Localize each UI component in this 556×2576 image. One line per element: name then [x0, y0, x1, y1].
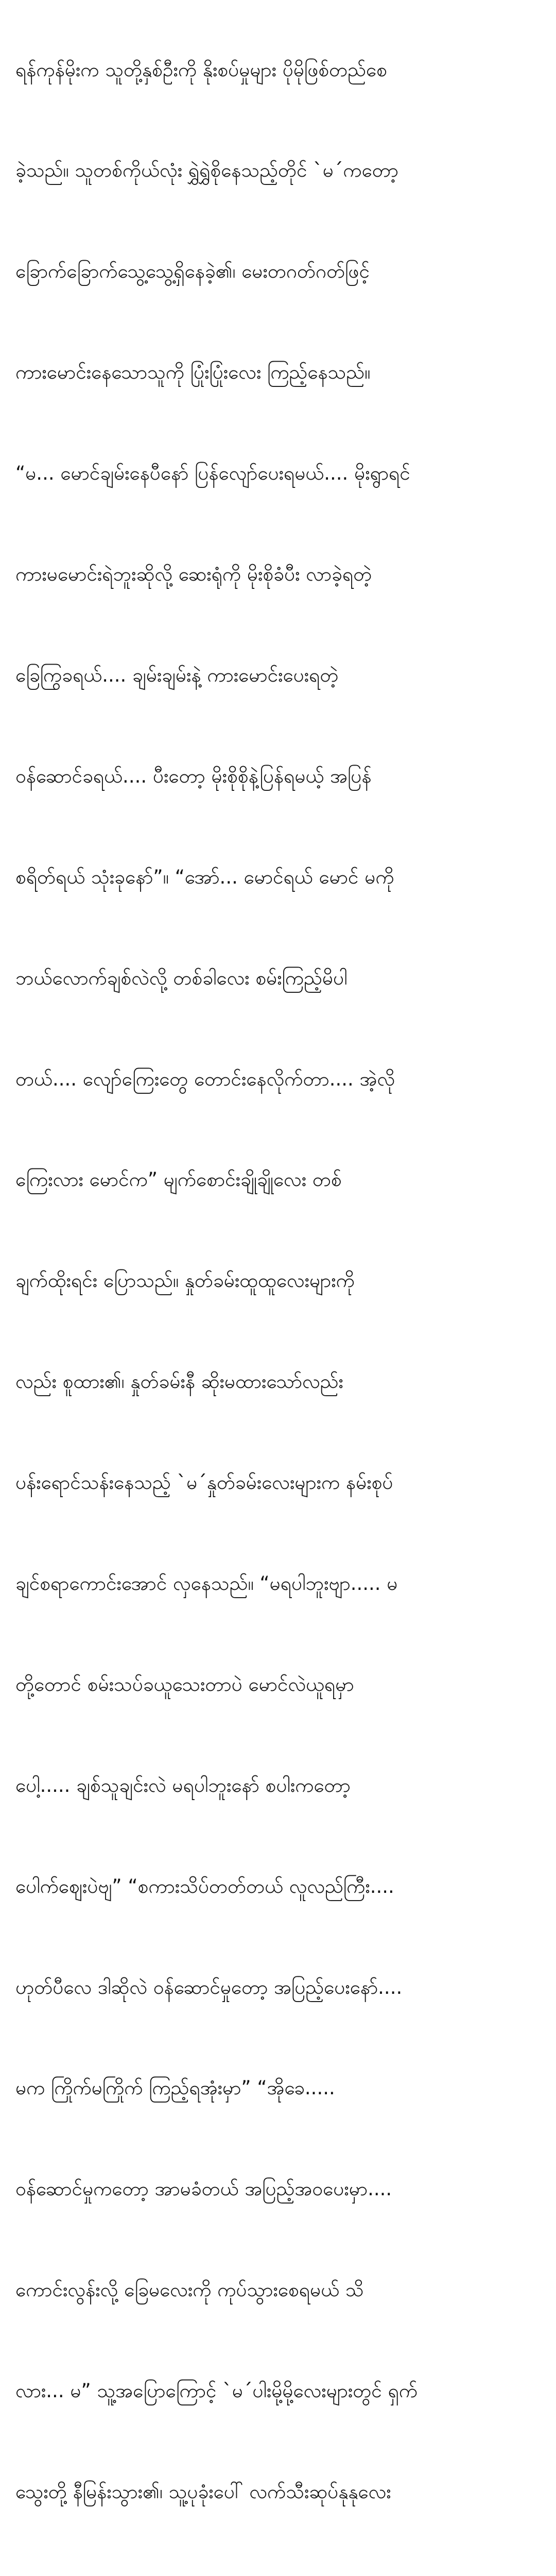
text-line: ကောင်းလွန်းလို့ ခြေမလေးကို ကုပ်သွားစေရမယ် သိ — [15, 2273, 542, 2307]
text-line: ခြောက်ခြောက်သွေ့သွေ့ရှိနေခဲ့၏၊ မေးတဂတ်ဂတ်ဖြင့် — [15, 255, 542, 288]
text-line: ပေါ့..... ချစ်သူချင်းလဲ မရပါဘူးနော် စပါးကတော့ — [15, 1769, 542, 1802]
text-line: “မ... မောင်ချမ်းနေပီနော် ပြန်လျော်ပေးရမယ်.... မိုးရွာရင် — [15, 456, 542, 490]
text-line: ဝန်ဆောင်မှုကတော့ အာမခံတယ် အပြည့်အဝပေးမှာ.... — [15, 2172, 542, 2206]
text-line: ကားမောင်းနေသောသူကို ပြုံးပြုံးလေး ကြည့်နေသည်။ — [15, 355, 542, 389]
text-line: ချက်ထိုးရင်း ပြောသည်။ နှုတ်ခမ်းထူထူလေးများကို — [15, 1264, 542, 1297]
text-line: စရိတ်ရယ် သုံးခုနော်”။ “အော်... မောင်ရယ် မောင် မကို — [15, 860, 542, 894]
text-line: တယ်.... လျော်ကြေးတွေ တောင်းနေလိုက်တာ.... အဲ့လို — [15, 1062, 542, 1096]
text-line: ကားမမောင်းရဲဘူးဆိုလို့ ဆေးရုံကို မိုးစိုခံပီး လာခဲ့ရတဲ့ — [15, 557, 542, 591]
text-line: ဘယ်လောက်ချစ်လဲလို့ တစ်ခါလေး စမ်းကြည့်မိပါ — [15, 961, 542, 995]
text-line: ဝန်ဆောင်ခရယ်.... ပီးတော့ မိုးစိုစိုနဲ့ပြန်ရမယ့် အပြန် — [15, 759, 542, 793]
text-line: လား... မ” သူ့အပြောကြောင့် `မ´ပါးမို့မို့လေးများတွင် ရှက် — [15, 2374, 542, 2408]
text-line: ပန်းရောင်သန်းနေသည့် `မ´နှုတ်ခမ်းလေးများက နမ်းစုပ် — [15, 1466, 542, 1499]
text-line: လည်း စူထား၏၊ နှုတ်ခမ်းနီ ဆိုးမထားသော်လည်း — [15, 1365, 542, 1398]
text-line: မက ကြိုက်မကြိုက် ကြည့်ရအုံးမှာ” “အိုခေ..... — [15, 2071, 542, 2105]
text-line: ပေါက်ဈေးပဲဗျ” “စကားသိပ်တတ်တယ် လူလည်ကြီး.... — [15, 1870, 542, 1903]
text-line: ကြေးလား မောင်က” မျက်စောင်းချိုချိုလေး တစ် — [15, 1163, 542, 1196]
text-line: ဟုတ်ပီလေ ဒါဆိုလဲ ဝန်ဆောင်မှုတော့ အပြည့်ပေးနော်.... — [15, 1971, 542, 2004]
text-line: သွေးတို့ နီမြန်းသွား၏၊ သူ့ပုခုံးပေါ် လက်သီးဆုပ်နုနုလေး — [15, 2475, 542, 2509]
text-line: ချင်စရာကောင်းအောင် လှနေသည်။ “မရပါဘူးဗျာ..... မ — [15, 1567, 542, 1600]
text-line: ခြေကြွခရယ်.... ချမ်းချမ်းနဲ့ ကားမောင်းပေးရတဲ့ — [15, 658, 542, 692]
story-paragraph-1 — [15, 0, 542, 2576]
reading-page — [0, 0, 556, 1180]
text-line: ခဲ့သည်။ သူတစ်ကိုယ်လုံး ရွှဲရွှဲစိုနေသည့်တိုင် `မ´ကတော့ — [15, 154, 542, 187]
text-line: ရန်ကုန်မိုးက သူတို့နှစ်ဦးကို နိုးစပ်မှုများ ပိုမိုဖြစ်တည်စေ — [15, 53, 542, 87]
text-line: တို့တောင် စမ်းသပ်ခယူသေးတာပဲ မောင်လဲယူရမှာ — [15, 1668, 542, 1701]
